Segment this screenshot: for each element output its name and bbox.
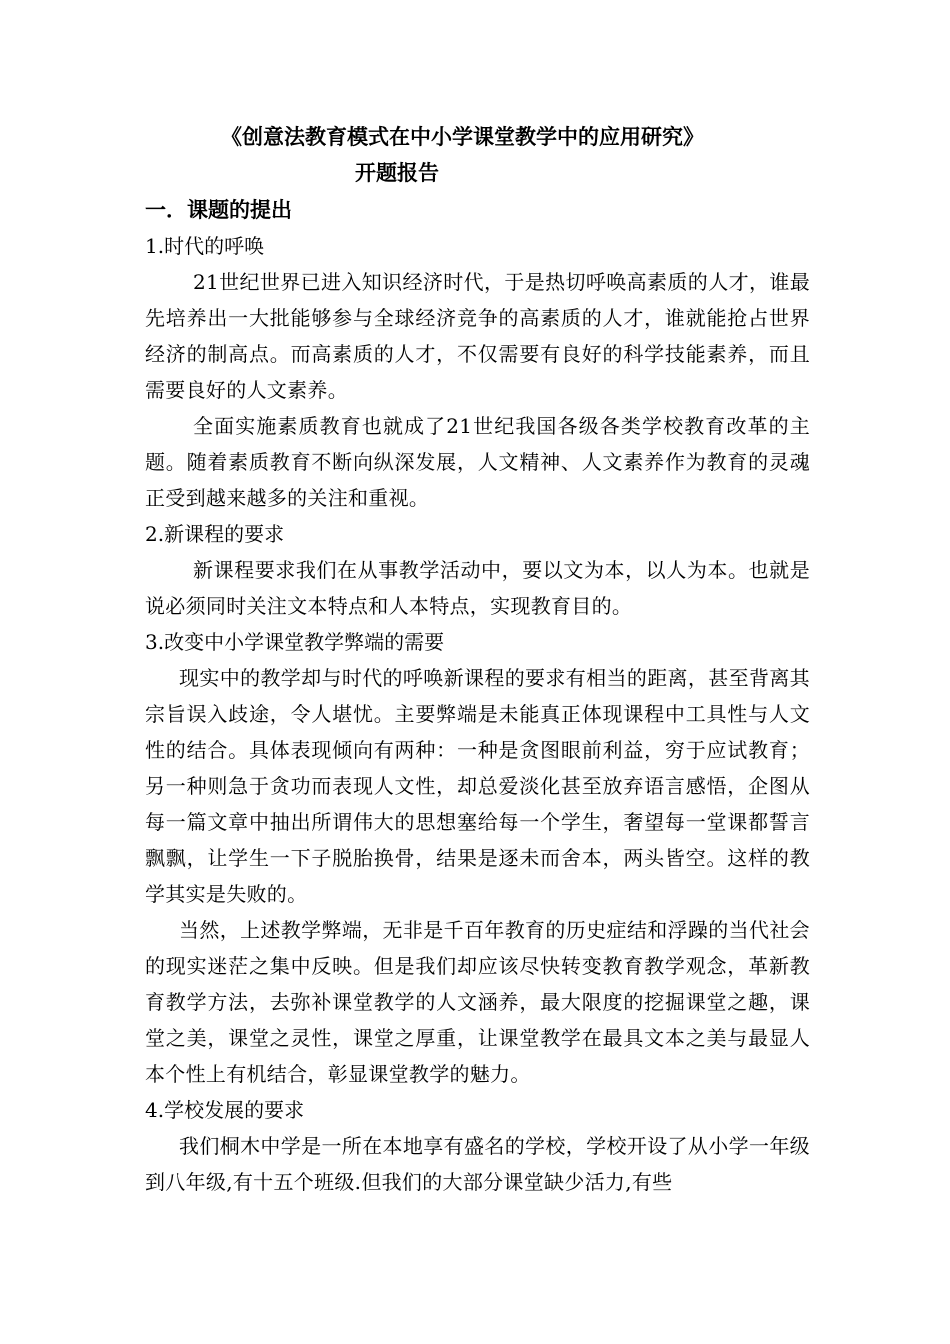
paragraph-2-1: 新课程要求我们在从事教学活动中，要以文为本，以人为本。也就是说必须同时关注文本特点和人本特点，实现教育目的。: [145, 558, 810, 618]
document-title: 《创意法教育模式在中小学课堂教学中的应用研究》: [221, 125, 704, 149]
section-heading-1: 一．课题的提出: [145, 198, 292, 222]
paragraph-1-2: 全面实施素质教育也就成了21世纪我国各级各类学校教育改革的主题。随着素质教育不断向纵深发展，人文精神、人文素养作为教育的灵魂正受到越来越多的关注和重视。: [145, 414, 810, 510]
subsection-heading-1: 1.时代的呼唤: [145, 234, 265, 258]
subsection-heading-4: 4.学校发展的要求: [145, 1098, 305, 1122]
paragraph-3-1: 现实中的教学却与时代的呼唤新课程的要求有相当的距离，甚至背离其宗旨误入歧途，令人堪忧。主要弊端是未能真正体现课程中工具性与人文性的结合。具体表现倾向有两种：一种是贪图眼前利益，穷于应试教育；另一种则急于贪功而表现人文性，却总爱淡化甚至放弃语言感悟，企图从每一篇文章中抽出所谓伟大的思想塞给每一个学生，奢望每一堂课都誓言飘飘，让学生一下子脱胎换骨，结果是逐未而舍本，两头皆空。这样的教学其实是失败的。: [145, 666, 810, 906]
paragraph-1-1: 21世纪世界已进入知识经济时代，于是热切呼唤高素质的人才，谁最先培养出一大批能够参与全球经济竞争的高素质的人才，谁就能抢占世界经济的制高点。而高素质的人才，不仅需要有良好的科学技能素养，而且需要良好的人文素养。: [145, 270, 810, 402]
document-page: [145, 120, 810, 1200]
paragraph-4-1: 我们桐木中学是一所在本地享有盛名的学校，学校开设了从小学一年级到八年级,有十五个班级.但我们的大部分课堂缺少活力,有些: [145, 1134, 810, 1194]
subsection-heading-2: 2.新课程的要求: [145, 522, 285, 546]
subsection-heading-3: 3.改变中小学课堂教学弊端的需要: [145, 630, 445, 654]
paragraph-3-2: 当然，上述教学弊端，无非是千百年教育的历史症结和浮躁的当代社会的现实迷茫之集中反映。但是我们却应该尽快转变教育教学观念，革新教育教学方法，去弥补课堂教学的人文涵养，最大限度的挖掘课堂之趣，课堂之美，课堂之灵性，课堂之厚重，让课堂教学在最具文本之美与最显人本个性上有机结合，彰显课堂教学的魅力。: [145, 918, 810, 1086]
document-subtitle: 开题报告: [355, 161, 439, 185]
